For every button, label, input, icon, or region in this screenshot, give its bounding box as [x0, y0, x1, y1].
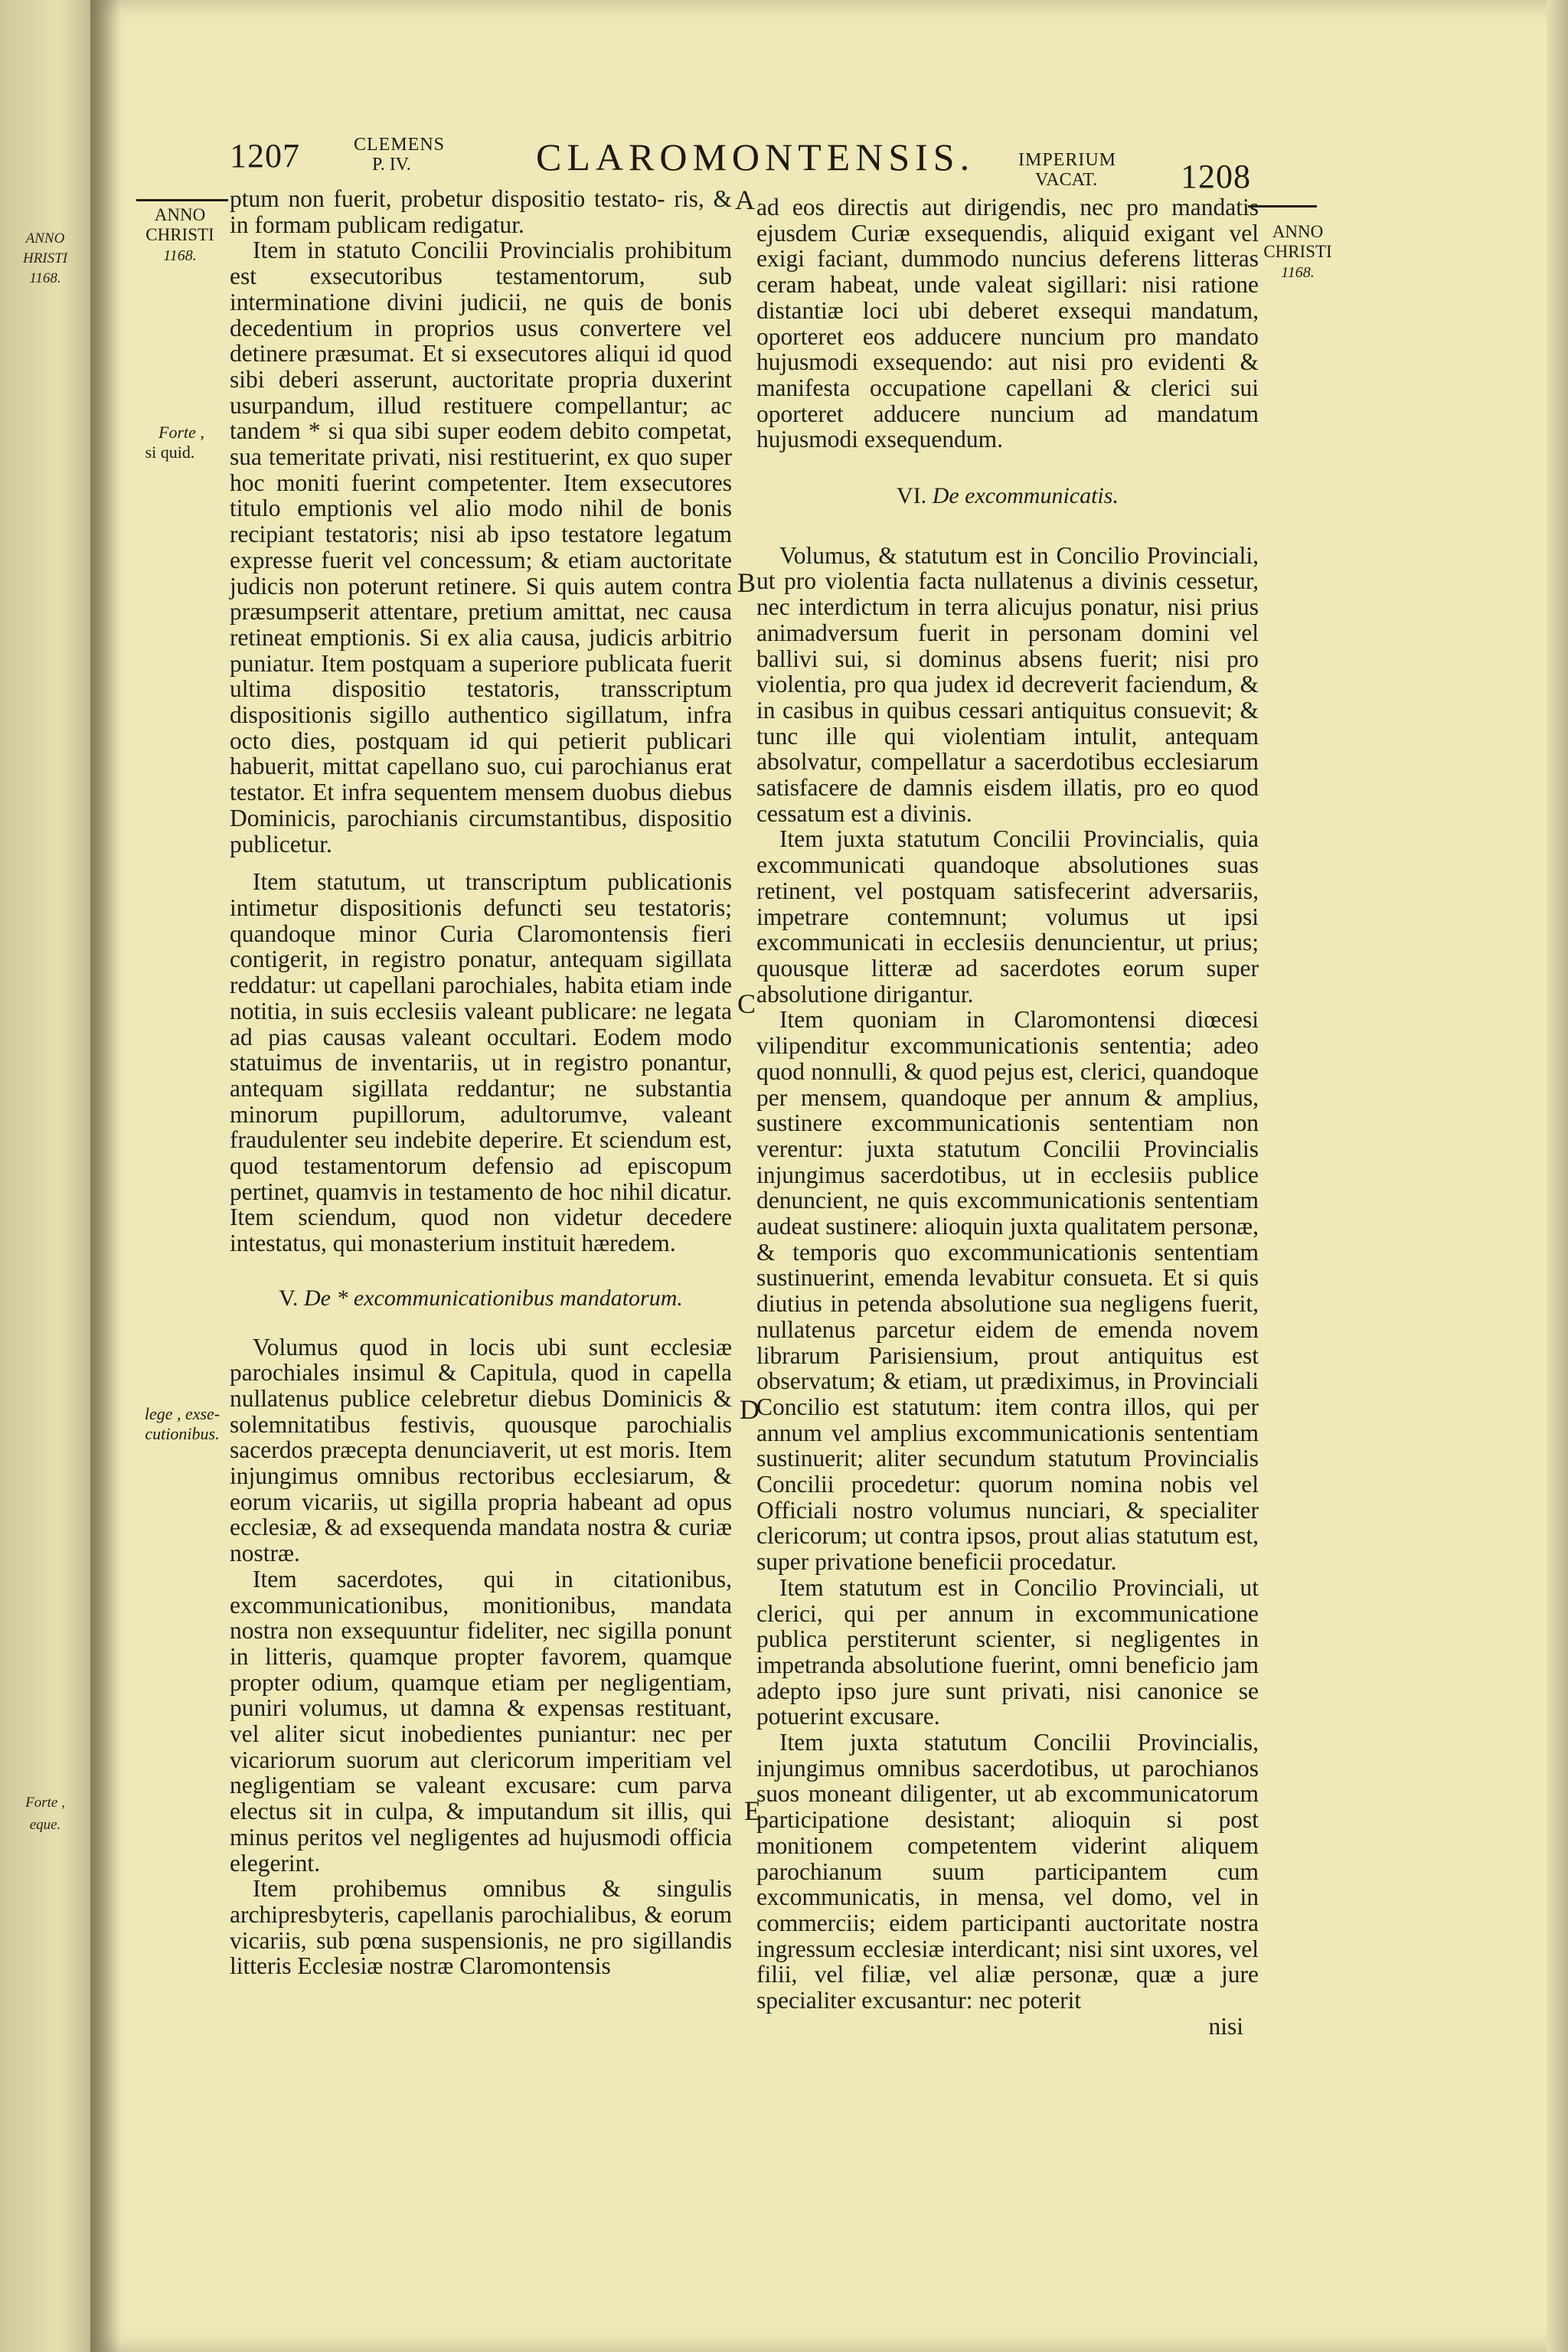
section-6-heading [756, 483, 1259, 509]
left-column [230, 186, 732, 1979]
previous-page-margin-text: Forte , [25, 1795, 65, 1811]
section-5-title: De * excommunicationibus mandatorum. [303, 1285, 683, 1311]
section-letter-b: B [737, 567, 756, 598]
margin-year-right: 1168. [1281, 264, 1315, 281]
left-paragraph-2: Item statutum, ut transcriptum publicationis intimetur dispositionis defuncti seu testatoris; quandoque minor Curia Claromontensis fieri contigerit, in registro ponatur, antequam sigillata reddatur: ut capellani parochiales, habita etiam inde notitia, in suis ecclesiis valeant publicare: ne legata ad pias causas valeant occultari. Eodem modo statuimus de inventariis, ut in registro ponantur, antequam sigillata reddantur; ne substantia minorum pupillorum, adultorumve, valeant fraudulenter seu indebite deperire. Et sciendum est, quod testamentorum defensio ad episcopum pertinet, quamvis in testamento de hoc nihil dicatur. Item sciendum, quod non videtur decedere intestatus, qui monasterium instituit hæredem. [230, 868, 732, 1257]
margin-year-left: 1168. [163, 247, 197, 264]
section-5-heading [230, 1285, 732, 1312]
vacat-label: VACAT. [1035, 170, 1098, 190]
margin-christi-left: CHRISTI [145, 225, 214, 244]
previous-page-edge [0, 0, 100, 2352]
right-paragraph-1: Volumus, & statutum est in Concilio Provinciali, ut pro violentia facta nullatenus a divinis cessetur, nec interdictum in terra alicujus ponatur, nisi prius animadversum fuerit in personam domini vel ballivi sui, si dominus absens fuerit; nisi pro violentia, pro qua judex id decreverit faciendum, & in casibus in quibus cessari antiquitus consuevit; & tunc ille qui violentiam intulit, antequam absolvatur, compellatur a sacerdotibus ecclesiarum satisfacere de damnis eisdem illatis, pro eo quod cessatum est a divinis. [756, 541, 1259, 827]
previous-page-margin-text: eque. [29, 1817, 61, 1833]
imperium-label: IMPERIUM [1018, 150, 1117, 170]
margin-rule-left [136, 199, 228, 201]
previous-page-margin-text: ANNO [25, 230, 65, 247]
left-paragraph-3: Volumus quod in locis ubi sunt ecclesiæ parochiales insimul & Capitula, quod in capella nullatenus publice celebretur diebus Dominicis & solemnitatibus festivis, quousque parochialis sacerdos præcepta denunciaverit, ut est moris. Item injungimus omnibus rectoribus ecclesiarum, & eorum vicariis, ut sigilla propria habeant ad opus ecclesiæ, & ad exsequenda mandata nostra & curiæ nostræ. [230, 1333, 732, 1567]
margin-anno-left: ANNO [154, 205, 206, 224]
left-paragraph-0: ptum non fuerit, probetur dispositio testato- ris, & in formam publicam redigatur. [230, 185, 732, 238]
margin-note-forte: Forte , [158, 423, 204, 442]
margin-note-lege: lege , exse- [144, 1404, 220, 1423]
section-letter-c: C [737, 988, 756, 1019]
page-number-left: 1207 [230, 137, 300, 175]
section-5-number: V. [279, 1285, 299, 1311]
previous-page-margin-text: 1168. [29, 270, 61, 286]
right-paragraph-0: ad eos directis aut dirigendis, nec pro mandatis ejusdem Curiæ exsequendis, aliquid exigant vel exigi faciant, dummodo nuncius deferens litteras ceram habeat, unde valeat sigillari: nisi ratione distantiæ loci ubi deberet exsequi mandatum, oporteret eos adducere nuncium pro mandato hujusmodi exsequendo: aut nisi pro evidenti & manifesta occupatione capellani & clerici sui oporteret adducere nuncium ad mandatum hujusmodi exsequendum. [756, 194, 1259, 453]
right-paragraph-2: Item juxta statutum Concilii Provincialis, quia excommunicati quandoque absolutiones suas retinent, vel postquam satisfecerint adversariis, impetrare contemnunt; volumus ut ipsi excommunicati in ecclesiis denuncientur, ut prius; quousque litteræ ad sacerdotes eorum super absolutione dirigantur. [756, 825, 1259, 1008]
margin-anno-right: ANNO [1272, 222, 1324, 241]
margin-christi-right: CHRISTI [1263, 242, 1332, 261]
section-6-title: De excommunicatis. [932, 483, 1119, 509]
pope-name: CLEMENS [354, 135, 446, 155]
page-title: CLAROMONTENSIS. [536, 136, 975, 178]
section-6-number: VI. [897, 483, 927, 509]
left-paragraph-5: Item prohibemus omnibus & singulis archipresbyteris, capellanis parochialibus, & eorum vicariis, sub pœna suspensionis, ne pro sigillandis litteris Ecclesiæ nostræ Claromontensis [230, 1875, 732, 1980]
pope-number: P. IV. [372, 155, 411, 175]
left-paragraph-1: Item in statuto Concilii Provincialis prohibitum est exsecutoribus testamentorum, sub interminatione divini judicii, ne quis de bonis decedentium in proprios usus convertere vel detinere præsumat. Et si exsecutores aliqui id quod sibi deberi asserunt, auctoritate propria duxerint usurpandum, illud restituere compellantur; ac tandem * si qua sibi super eodem debito competat, sua temeritate privati, nisi restituerint, ex quo super hoc moniti fuerint competenter. Item exsecutores titulo emptionis vel alio modo nihil de bonis recipiant testatoris; nisi ab ipso testatore legatum expresse fuerit vel concessum; & etiam auctoritate judicis non poterunt retinere. Si quis autem contra præsumpserit attentare, pretium amittat, nec causa retineat emptionis. Si ex alia causa, judicis arbitrio puniatur. Item postquam a superiore publicata fuerit ultima dispositio testatoris, transscriptum dispositionis sigillo authentico sigillatum, infra octo dies, postquam id qui petierit publicari habuerit, mittat capellano suo, cui parochianus erat testator. Et infra sequentem mensem duobus diebus Dominicis, parochianis circumstantibus, dispositio publicetur. [230, 237, 732, 858]
page-right-edge [1547, 0, 1568, 2352]
right-paragraph-5: Item juxta statutum Concilii Provincialis, injungimus omnibus sacerdotibus, ut parochianos suos moneant diligenter, ut ab excommunicatorum participatione desistant; alioquin si post monitionem competentem viderint aliquem parochianum suum participantem cum excommunicatis, in mensa, vel domo, vel in commerciis; eidem participanti auctoritate nostra ingressum ecclesiæ interdicant; nisi sint uxores, vel filii, vel filiæ, vel aliæ personæ, quæ a jure specialiter excusantur: nec poterit [756, 1729, 1259, 2014]
right-paragraph-4: Item statutum est in Concilio Provinciali, ut clerici, qui per annum in excommunicatione publica perstiterunt scienter, si negligentes in impetranda absolutione fuerint, omni beneficio jam adepto ipso jure sunt privati, nisi canonice se potuerint excusare. [756, 1573, 1259, 1730]
page-number-right: 1208 [1181, 158, 1251, 195]
right-paragraph-3: Item quoniam in Claromontensi diœcesi vilipenditur excommunicationis sententia; adeo quod nonnulli, & quod pejus est, clerici, quandoque per mensem, quandoque per annum & amplius, sustinere excommunicationis sententiam non verentur: juxta statutum Concilii Provincialis injungimus sacerdotibus, ut in ecclesiis publice denuncient, ne quis excommunicationis sententiam audeat sustinere: alioquin juxta qualitatem personæ, & temporis quo excommunicationis sententiam sustinuerint, emenda levabitur consueta. Et si quis diutius in petenda absolutione sua negligens fuerit, nullatenus parcetur eidem de emenda novem librarum Parisiensium, prout antiquitus est observatum; & etiam, ut prædiximus, in Provinciali Concilio est statutum: item contra illos, qui per annum vel amplius excommunicationis sententiam sustinuerit; aliter secundum statutum Provincialis Concilii procedetur: quorum nomina nobis vel Officiali nostro volumus nunciari, & specialiter clericorum; ut contra ipsos, prout alias statutum est, super privatione beneficii procedatur. [756, 1006, 1259, 1576]
margin-note-cutionibus: cutionibus. [145, 1424, 220, 1443]
right-column [756, 194, 1259, 2040]
left-paragraph-4: Item sacerdotes, qui in citationibus, excommunicationibus, monitionibus, mandata nostra non exsequuntur fideliter, nec sigilla ponunt in litteris, quamque propter favorem, quamque propter odium, quamque etiam per negligentiam, puniri volumus, ut damna & expensas restituant, vel aliter sicut inobedientes puniantur: nec per vicariorum suorum aut clericorum imperitiam vel negligentiam se valeant excusare: cum parva electus sit in culpa, & imputandum sit illis, qui minus peritos vel negligentes ad hujusmodi officia elegerint. [230, 1565, 732, 1877]
margin-note-si-quid: si quid. [145, 443, 195, 462]
gutter-shadow [90, 0, 121, 2352]
section-letter-d: D [740, 1394, 760, 1425]
section-letter-a: A [735, 185, 755, 215]
previous-page-margin-text: HRISTI [22, 250, 68, 266]
catchword: nisi [1208, 2012, 1243, 2040]
section-letter-e: E [744, 1795, 761, 1826]
